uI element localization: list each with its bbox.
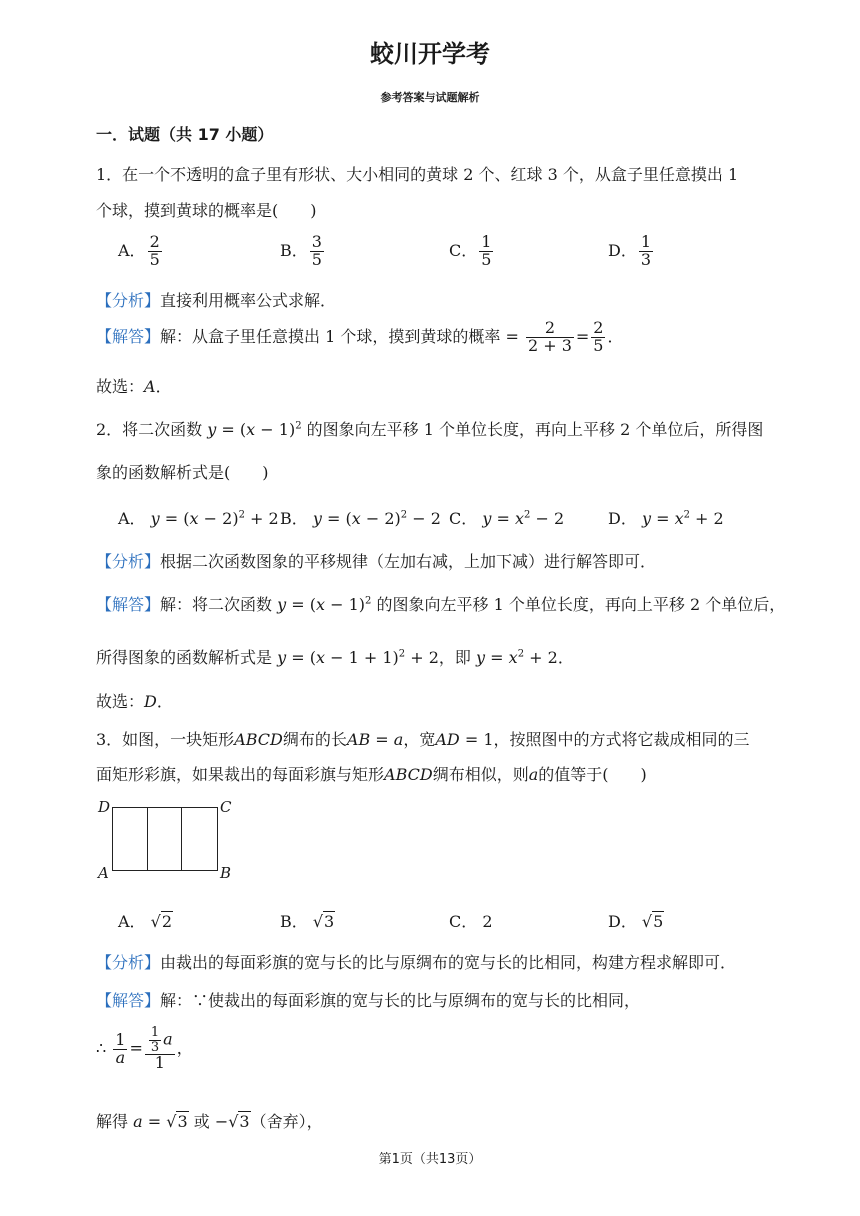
q3-option-b: B． √3 (280, 912, 335, 931)
q3-option-d: D． √5 (608, 912, 664, 931)
q2-solution: 【解答】解：将二次函数 $y = (x - 1)^2$ 的图象向左平移 1 个单位长度，再向上平移 2 个单位后， (96, 595, 786, 614)
q1-option-b: B． $\frac{3}{5}$ (280, 232, 322, 269)
q1-option-a: A． $\frac{2}{5}$ (118, 232, 160, 269)
q3-solution: 【解答】解：∵使裁出的每面彩旗的宽与长的比与原绸布的宽与长的比相同， (96, 991, 641, 1010)
q1-option-c: C． $\frac{1}{5}$ (449, 232, 492, 269)
section-heading: 一．试题（共 17 小题） (96, 125, 274, 144)
vertex-label-a: A (98, 864, 109, 882)
q2-stem-line2: 象的函数解析式是( ) (96, 463, 269, 482)
q2-solution-line2: 所得图象的函数解析式是 $y = (x - 1 + 1)^2 + 2$，即 $y = x^2 + 2$． (96, 648, 574, 667)
q3-stem-line2: 面矩形彩旗，如果裁出的每面彩旗与矩形ABCD绸布相似，则a的值等于( ) (96, 765, 647, 784)
q2-option-b: B． $y = (x - 2)^2 - 2$ (280, 509, 441, 528)
page-footer: 第1页（共13页） (378, 1152, 482, 1167)
q2-choice: 故选：D． (96, 692, 173, 711)
q1-stem-line1: 1．在一个不透明的盒子里有形状、大小相同的黄球 2 个、红球 3 个，从盒子里任意摸出 1 (96, 165, 739, 184)
vertex-label-d: D (98, 798, 111, 816)
q2-option-a: A． $y = (x - 2)^2 + 2$ (118, 509, 279, 528)
q3-option-a: A． √2 (118, 912, 173, 931)
q2-stem-line1: 2．将二次函数 $y = (x - 1)^2$ 的图象向左平移 1 个单位长度，再向上平移 2 个单位后，所得图 (96, 420, 764, 439)
q1-analysis: 【分析】直接利用概率公式求解． (96, 291, 337, 310)
q1-solution: 【解答】解：从盒子里任意摸出 1 个球，摸到黄球的概率 = $\frac{2}{2 + 3}$ = $\frac{2}{5}$ ． (96, 318, 624, 355)
q1-option-d: D． $\frac{1}{3}$ (608, 232, 652, 269)
q3-solve-line: 解得 a = √3 或 −√3（舍弃）， (96, 1112, 323, 1131)
q1-stem-line2: 个球，摸到黄球的概率是( ) (96, 201, 317, 220)
q3-option-c: C． 2 (449, 912, 493, 931)
q2-option-c: C． $y = x^2 - 2$ (449, 509, 565, 528)
q3-proportion-equation: ∴ $\frac{1}{a}$ = $\frac{1}{3}$ a 1 ， (96, 1025, 193, 1073)
vertex-label-b: B (220, 864, 232, 882)
q2-option-d: D． $y = x^2 + 2$ (608, 509, 724, 528)
q3-stem-line1: 3．如图，一块矩形ABCD绸布的长AB = a，宽AD = 1，按照图中的方式将它裁成相同的三 (96, 730, 750, 749)
document-subtitle: 参考答案与试题解析 (380, 91, 480, 104)
q2-analysis: 【分析】根据二次函数图象的平移规律（左加右减，上加下减）进行解答即可． (96, 552, 657, 571)
divider-line-2 (181, 808, 182, 870)
document-title: 蛟川开学考 (370, 40, 490, 68)
rectangle-abcd-figure (112, 807, 218, 871)
q3-analysis: 【分析】由裁出的每面彩旗的宽与长的比与原绸布的宽与长的比相同，构建方程求解即可． (96, 953, 737, 972)
q1-choice: 故选：A． (96, 377, 172, 396)
vertex-label-c: C (220, 798, 232, 816)
divider-line-1 (147, 808, 148, 870)
